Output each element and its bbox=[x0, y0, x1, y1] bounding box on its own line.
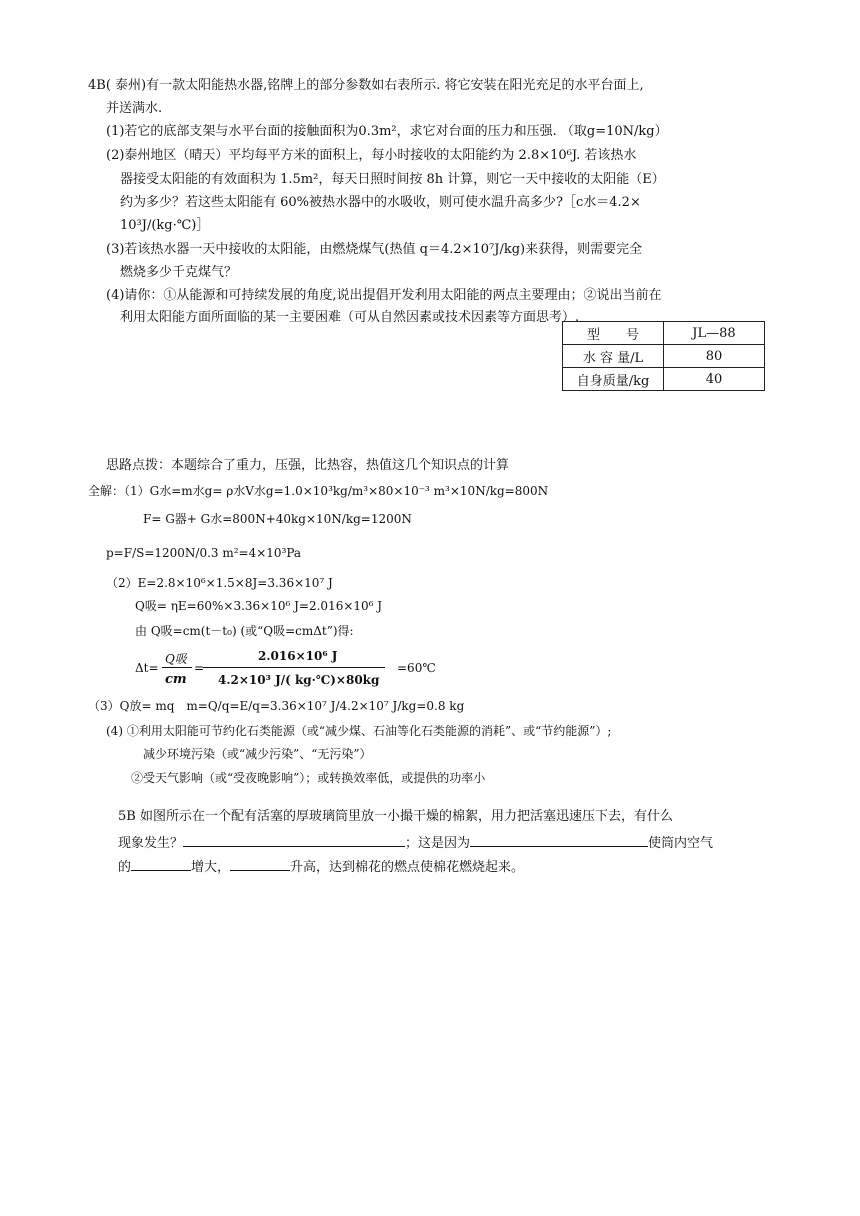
q4-part3b: 燃烧多少千克煤气？ bbox=[120, 265, 238, 280]
blank-reason[interactable] bbox=[470, 832, 648, 847]
solution-step2: F= G器+ G水=800N+40kg×10N/kg=1200N bbox=[143, 512, 412, 526]
q5-text-c: 使筒内空气 bbox=[648, 836, 714, 851]
fraction2-numerator: 2.016×10⁶ J bbox=[258, 649, 338, 663]
solution-step9: (4) ①利用太阳能可节约化石类能源（或“减少煤、石油等化石类能源的消耗”、或“节约能源”）; bbox=[106, 724, 612, 738]
fraction-result: =60℃ bbox=[397, 661, 436, 675]
equals-sign: = bbox=[194, 661, 205, 675]
fraction-numerator: Q吸 bbox=[165, 652, 187, 666]
solution-step10: 减少环境污染（或“减少污染”、“无污染”） bbox=[143, 747, 372, 761]
q4-part4a: (4)请你：①从能源和可持续发展的角度,说出提倡开发利用太阳能的两点主要理由；②说出当前在 bbox=[106, 288, 662, 303]
q5-text-a: 现象发生？ bbox=[118, 836, 184, 851]
solution-step3: p=F/S=1200N/0.3 m²=4×10³Pa bbox=[106, 546, 302, 560]
q4-part3a: (3)若该热水器一天中接收的太阳能，由燃烧煤气(热值 q＝4.2×10⁷J/kg)来获得，则需要完全 bbox=[106, 242, 643, 257]
blank-phenomenon[interactable] bbox=[183, 832, 405, 847]
solution-step8: （3）Q放= mq m=Q/q=E/q=3.36×10⁷ J/4.2×10⁷ J/kg=0.8 kg bbox=[88, 699, 465, 713]
fraction2-bar bbox=[203, 667, 385, 668]
solution-step1: 全解：（1）G水=m水g= ρ水V水g=1.0×10³kg/m³×80×10⁻³ m³×10N/kg=800N bbox=[88, 484, 549, 498]
q4-part2d: 10³J/(kg·℃)］ bbox=[120, 218, 210, 233]
q5-text-d: 的 bbox=[118, 860, 132, 875]
solution-step11: ②受天气影响（或“受夜晚影响”）；或转换效率低，或提供的功率小 bbox=[131, 771, 486, 785]
q5-text-b: ；这是因为 bbox=[405, 836, 471, 851]
spec-row bbox=[563, 345, 765, 368]
fraction-bar bbox=[162, 667, 192, 668]
solution-step6: 由 Q吸=cm(t－t₀) (或“Q吸=cmΔt”)得: bbox=[135, 624, 354, 638]
delta-t-label: Δt= bbox=[135, 661, 159, 675]
q4-part2c: 约为多少？若这些太阳能有 60%被热水器中的水吸收，则可使水温升高多少?［c水＝4.2× bbox=[120, 195, 641, 210]
q4-line1: 4B( 泰州)有一款太阳能热水器,铭牌上的部分参数如右表所示. 将它安装在阳光充足的水平台面上, bbox=[88, 78, 644, 93]
spec-key: 自身质量/kg bbox=[563, 368, 664, 391]
fraction2-denominator: 4.2×10³ J/( kg·℃)×80kg bbox=[218, 673, 380, 687]
q4-part2a: (2)泰州地区（晴天）平均每平方米的面积上，每小时接收的太阳能约为 2.8×10⁶J. 若该热水 bbox=[106, 148, 637, 163]
spec-table bbox=[562, 321, 765, 391]
spec-row bbox=[563, 368, 765, 391]
q5-line2 bbox=[118, 832, 713, 853]
spec-value: 80 bbox=[664, 345, 765, 368]
q4-line2: 并送满水. bbox=[106, 101, 163, 116]
solution-hint: 思路点拨：本题综合了重力，压强，比热容，热值这几个知识点的计算 bbox=[106, 458, 510, 473]
spec-key: 水 容 量/L bbox=[563, 345, 664, 368]
q4-part2b: 器接受太阳能的有效面积为 1.5m²，每天日照时间按 8h 计算，则它一天中接收的太阳能（E） bbox=[120, 172, 665, 187]
q4-part1: (1)若它的底部支架与水平台面的接触面积为0.3m²，求它对台面的压力和压强. （取g=10N/kg） bbox=[106, 124, 668, 139]
solution-step4: （2）E=2.8×10⁶×1.5×8J=3.36×10⁷ J bbox=[106, 576, 333, 590]
q4-part4b: 利用太阳能方面所面临的某一主要困难（可从自然因素或技术因素等方面思考）. bbox=[120, 310, 580, 325]
q5-text-e: 增大， bbox=[191, 860, 231, 875]
q5-text-f: 升高，达到棉花的燃点使棉花燃烧起来。 bbox=[290, 860, 525, 875]
spec-row bbox=[563, 322, 765, 345]
spec-value: JL—88 bbox=[664, 322, 765, 345]
fraction-denominator: cm bbox=[165, 672, 187, 687]
blank-quantity[interactable] bbox=[131, 856, 191, 871]
spec-key: 型 号 bbox=[563, 322, 664, 345]
q5-line3 bbox=[118, 856, 524, 877]
q5-line1: 5B 如图所示在一个配有活塞的厚玻璃筒里放一小撮干燥的棉絮，用力把活塞迅速压下去，有什么 bbox=[118, 809, 673, 824]
blank-temperature[interactable] bbox=[230, 856, 290, 871]
spec-value: 40 bbox=[664, 368, 765, 391]
solution-step5: Q吸= ηE=60%×3.36×10⁶ J=2.016×10⁶ J bbox=[135, 599, 383, 613]
